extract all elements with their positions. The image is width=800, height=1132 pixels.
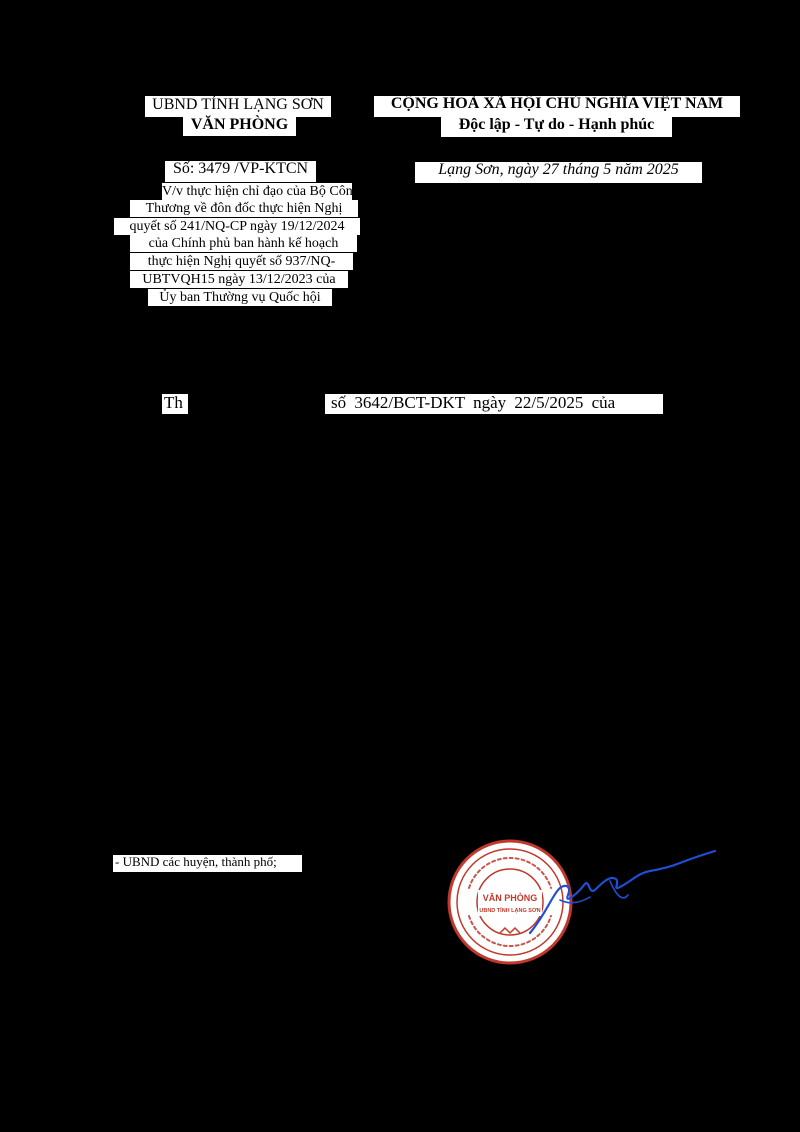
signature-icon xyxy=(520,845,720,940)
issuing-office: VĂN PHÒNG xyxy=(183,117,296,136)
summary-line: UBTVQH15 ngày 13/12/2023 của xyxy=(130,271,348,288)
summary-line: Thương về đôn đốc thực hiện Nghị xyxy=(130,200,358,217)
national-motto: Độc lập - Tự do - Hạnh phúc xyxy=(441,117,672,137)
summary-line: Ủy ban Thường vụ Quốc hội xyxy=(148,289,332,306)
document-number: Số: 3479 /VP-KTCN xyxy=(165,161,316,182)
seal-text: UBND TỈNH LẠNG SƠN xyxy=(479,908,541,914)
summary-line: của Chính phủ ban hành kế hoạch xyxy=(130,235,357,252)
summary-line: V/v thực hiện chỉ đạo của Bộ Công xyxy=(162,184,360,199)
body-text-fragment: số 3642/BCT-DKT ngày 22/5/2025 của xyxy=(325,394,663,414)
seal-text: VĂN PHÒNG xyxy=(482,893,538,903)
national-title: CỘNG HOÀ XÃ HỘI CHỦ NGHĨA VIỆT NAM xyxy=(374,96,740,117)
summary-line: thực hiện Nghị quyết số 937/NQ- xyxy=(130,253,353,270)
issuing-organization: UBND TỈNH LẠNG SƠN xyxy=(145,96,331,117)
body-text-fragment: Th xyxy=(162,394,188,414)
place-and-date: Lạng Sơn, ngày 27 tháng 5 năm 2025 xyxy=(415,162,702,183)
summary-line: quyết số 241/NQ-CP ngày 19/12/2024 xyxy=(114,218,360,235)
recipient-line: - UBND các huyện, thành phố; xyxy=(113,855,302,872)
